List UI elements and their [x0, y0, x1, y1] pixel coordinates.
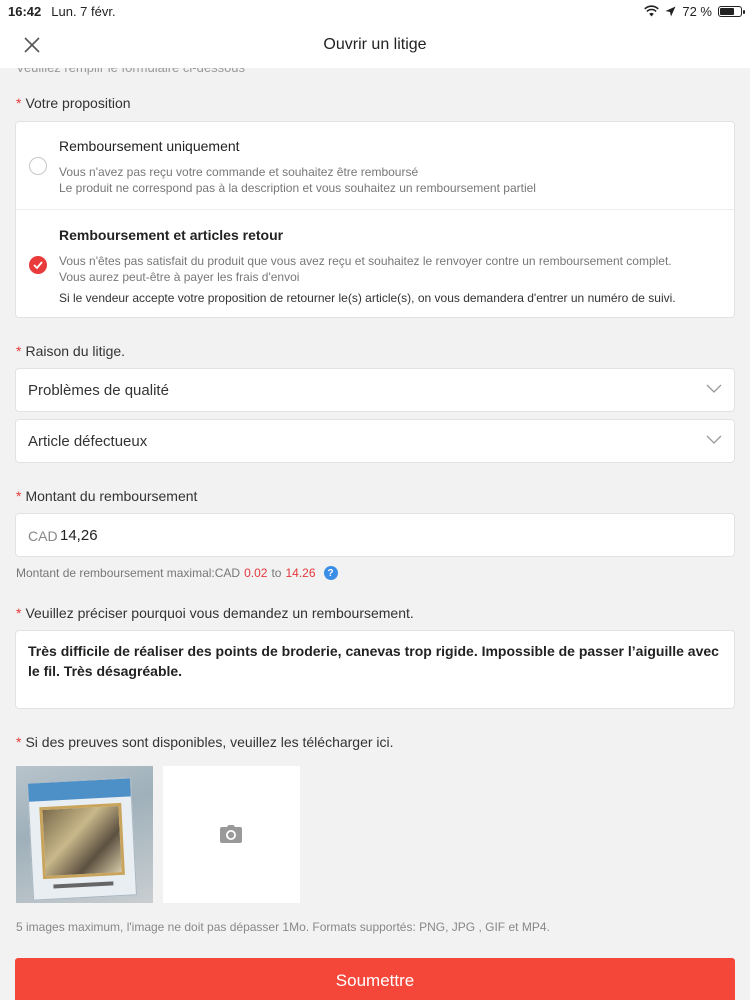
evidence-label: [16, 734, 394, 750]
status-time: 16:42: [8, 3, 42, 19]
reason-label: [16, 343, 125, 359]
status-date: Lun. 7 févr.: [51, 3, 116, 19]
upload-footnote: 5 images maximum, l'image ne doit pas dépasser 1Mo. Formats supportés: PNG, JPG , GIF et MP4.: [16, 920, 550, 934]
required-star: *: [16, 343, 22, 359]
max-refund-text: Montant de remboursement maximal:CAD: [16, 566, 241, 580]
submit-button[interactable]: Soumettre: [15, 958, 735, 1000]
required-star: *: [16, 734, 22, 750]
option-desc: Vous n'avez pas reçu votre commande et souhaitez être remboursé: [59, 165, 419, 179]
sub-reason-select-value: Article défectueux: [28, 433, 148, 450]
reason-select[interactable]: [15, 368, 735, 412]
check-icon: [33, 261, 43, 269]
currency-prefix: CAD: [28, 528, 58, 544]
proposal-label-text: Votre proposition: [25, 95, 131, 111]
chevron-down-icon: [706, 384, 722, 394]
explain-textarea[interactable]: Très difficile de réaliser des points de broderie, canevas trop rigide. Impossible de passer l’aiguille avec le fil. Très désagréable.: [15, 630, 735, 709]
sub-reason-select[interactable]: [15, 419, 735, 463]
page-title: Ouvrir un litige: [323, 36, 427, 53]
camera-icon: [220, 825, 242, 843]
option-note: Si le vendeur accepte votre proposition de retourner le(s) article(s), on vous demandera d'entrer un numéro de suivi.: [59, 291, 676, 305]
radio-refund-only[interactable]: [29, 157, 47, 175]
proposal-label: [16, 95, 131, 111]
option-title: Remboursement uniquement: [59, 138, 240, 154]
required-star: *: [16, 605, 22, 621]
option-desc: Le produit ne correspond pas à la description et vous souhaitez un remboursement partiel: [59, 181, 536, 195]
explain-label: [16, 605, 414, 621]
status-bar: [0, 0, 750, 22]
radio-refund-return[interactable]: [29, 256, 47, 274]
option-desc: Vous n'êtes pas satisfait du produit que vous avez reçu et souhaitez le renvoyer contre un remboursement complet.: [59, 254, 672, 268]
max-refund-line: [16, 566, 338, 580]
evidence-label-text: Si des preuves sont disponibles, veuillez les télécharger ici.: [25, 734, 394, 750]
upload-image-button[interactable]: [163, 766, 300, 903]
required-star: *: [16, 488, 22, 504]
help-icon[interactable]: ?: [324, 566, 338, 580]
uploaded-image-thumbnail[interactable]: [16, 766, 153, 903]
reason-select-value: Problèmes de qualité: [28, 382, 169, 399]
location-arrow-icon: [665, 6, 676, 17]
amount-label: [16, 488, 197, 504]
reason-label-text: Raison du litige.: [25, 343, 126, 359]
max-amount: 14.26: [285, 566, 316, 580]
option-title: Remboursement et articles retour: [59, 227, 284, 243]
battery-percent: 72 %: [682, 3, 712, 19]
battery-icon: [718, 6, 742, 17]
close-icon[interactable]: [20, 33, 44, 57]
explain-label-text: Veuillez préciser pourquoi vous demandez un remboursement.: [25, 605, 414, 621]
wifi-icon: [644, 5, 659, 17]
to-word: to: [271, 566, 282, 580]
proposal-card: [15, 121, 735, 318]
nav-bar: [0, 22, 750, 68]
status-right: [644, 4, 742, 19]
amount-field[interactable]: [15, 513, 735, 557]
option-refund-only[interactable]: [16, 122, 734, 210]
amount-label-text: Montant du remboursement: [25, 488, 198, 504]
option-desc: Vous aurez peut-être à payer les frais d'envoi: [59, 270, 300, 284]
required-star: *: [16, 95, 22, 111]
amount-value[interactable]: 14,26: [60, 527, 98, 544]
option-refund-return[interactable]: [16, 210, 734, 318]
min-amount: 0.02: [244, 566, 268, 580]
photo-content: [27, 777, 137, 900]
chevron-down-icon: [706, 435, 722, 445]
